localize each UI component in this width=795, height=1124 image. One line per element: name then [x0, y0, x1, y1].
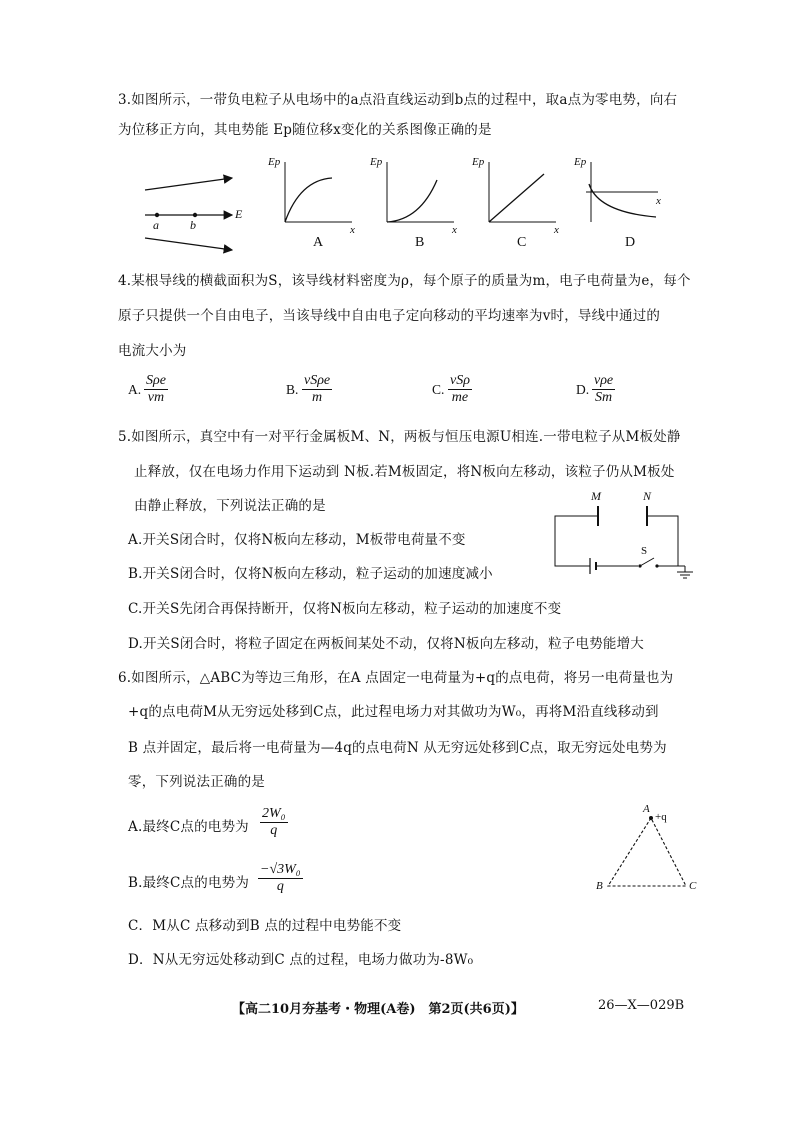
q4-option-a-den: vm — [147, 390, 165, 405]
triangle-label-C: C — [689, 880, 697, 892]
graph-b-curve — [387, 180, 437, 222]
q6-option-c: C．M从C 点移动到B 点的过程中电势能不变 — [128, 918, 402, 934]
graph-b-ylabel: Ep — [370, 156, 383, 168]
q5-option-d: D.开关S闭合时，将粒子固定在两板间某处不动，仅将N板向左移动，粒子电势能增大 — [128, 636, 644, 652]
graph-d-ylabel: Ep — [574, 156, 587, 168]
point-a — [155, 213, 159, 217]
graph-c-xlabel: x — [554, 224, 559, 236]
graph-c — [484, 162, 564, 234]
q4-option-a-fraction — [144, 373, 168, 406]
q4-line-1: 4.某根导线的横截面积为S，该导线材料密度为ρ，每个原子的质量为m，电子电荷量为e，每个 — [118, 273, 691, 289]
q4-option-c-num: vSρ — [450, 373, 470, 388]
graph-c-option: C — [517, 235, 527, 250]
q4-line-3: 电流大小为 — [118, 343, 187, 359]
q4-option-b-num: vSρe — [304, 373, 331, 388]
switch-S — [640, 558, 654, 566]
triangle-label-charge: +q — [655, 811, 667, 823]
q6-line-1: 6.如图所示，△ABC为等边三角形，在A 点固定一电荷量为+q的点电荷，将另一电荷量也为 — [118, 670, 674, 686]
circuit-label-M: M — [591, 489, 601, 503]
q5-option-a: A.开关S闭合时，仅将N板向左移动，M板带电荷量不变 — [128, 532, 466, 548]
label-E: E — [235, 207, 243, 221]
label-b: b — [190, 218, 196, 232]
q4-line-2: 原子只提供一个自由电子，当该导线中自由电子定向移动的平均速率为v时，导线中通过的 — [118, 308, 661, 324]
graph-d-xlabel: x — [656, 195, 661, 207]
graph-d — [586, 162, 666, 234]
q3-line-2: 为位移正方向，其电势能 Ep随位移x变化的关系图像正确的是 — [118, 122, 492, 138]
charge-A — [649, 816, 653, 820]
graph-c-ylabel: Ep — [472, 156, 485, 168]
field-diagram — [140, 170, 250, 250]
graph-a-xlabel: x — [350, 224, 355, 236]
q6-option-b-fraction — [258, 862, 303, 895]
q6-option-a-prefix: A.最终C点的电势为 — [128, 819, 249, 835]
q4-option-b-fraction — [302, 373, 332, 406]
q4-option-b-label: B. — [286, 382, 299, 397]
triangle-label-B: B — [596, 880, 603, 892]
graph-b-option: B — [415, 235, 425, 250]
q5-line-1: 5.如图所示，真空中有一对平行金属板M、N，两板与恒压电源U相连.一带电粒子从M板处静 — [118, 429, 681, 445]
triangle-label-A: A — [643, 803, 650, 815]
circuit-label-N: N — [643, 489, 652, 503]
triangle-diagram — [598, 810, 698, 890]
q5-line-3: 由静止释放，下列说法正确的是 — [134, 498, 326, 514]
point-b — [193, 213, 197, 217]
graph-d-curve — [589, 184, 656, 217]
q6-option-b-num: −√3W₀ — [260, 862, 301, 877]
q6-option-a-den: q — [270, 823, 278, 838]
graph-a-option: A — [313, 235, 324, 250]
field-line-top — [145, 178, 232, 190]
circuit-diagram — [550, 500, 700, 585]
q6-option-a-num: 2W₀ — [262, 806, 286, 821]
q4-option-a-num: Sρe — [146, 373, 166, 388]
graph-a — [280, 162, 360, 234]
q4-option-c-fraction — [448, 373, 472, 406]
q5-option-b: B.开关S闭合时，仅将N板向左移动，粒子运动的加速度减小 — [128, 566, 493, 582]
q4-option-b-den: m — [312, 390, 323, 405]
q3-line-1: 3.如图所示，一带负电粒子从电场中的a点沿直线运动到b点的过程中，取a点为零电势，向右 — [118, 92, 678, 108]
graph-b — [382, 162, 462, 234]
field-line-bottom — [145, 238, 232, 250]
graph-c-line — [489, 174, 544, 222]
q6-line-3: B 点并固定，最后将一电荷量为—4q的点电荷N 从无穷远处移到C点，取无穷远处电势为 — [128, 740, 667, 756]
q6-option-a-fraction — [260, 806, 288, 839]
q6-option-b-prefix: B.最终C点的电势为 — [128, 875, 250, 891]
graph-b-xlabel: x — [452, 224, 457, 236]
q4-option-d-fraction — [592, 373, 615, 406]
q6-option-b-den: q — [276, 879, 284, 894]
q4-option-d-den: Sm — [595, 390, 613, 405]
q5-line-2: 止释放，仅在电场力作用下运动到 N板.若M板固定，将N板向左移动，该粒子仍从M板处 — [134, 464, 675, 480]
q6-option-d: D．N从无穷远处移动到C 点的过程，电场力做功为-8W₀ — [128, 952, 474, 968]
footer-title: 【高二10月夯基考・物理(A卷) 第2页(共6页)】 — [232, 1002, 524, 1017]
q4-option-d-label: D. — [576, 382, 590, 397]
q4-option-c-den: me — [451, 390, 469, 405]
graph-a-ylabel: Ep — [268, 156, 281, 168]
circuit-label-S: S — [641, 545, 648, 557]
q4-option-c-label: C. — [432, 382, 445, 397]
graph-a-curve — [285, 178, 332, 222]
q4-option-d-num: vρe — [594, 373, 614, 388]
q4-option-a-label: A. — [128, 382, 142, 397]
label-a: a — [153, 218, 159, 232]
q6-line-2: +q的点电荷M从无穷远处移到C点，此过程电场力对其做功为W₀，再将M沿直线移动到 — [128, 704, 659, 720]
footer-code: 26—X—029B — [598, 998, 685, 1013]
graph-d-option: D — [625, 235, 636, 250]
triangle-abc — [608, 818, 686, 886]
q6-line-4: 零，下列说法正确的是 — [128, 774, 265, 790]
q5-option-c: C.开关S先闭合再保持断开，仅将N板向左移动，粒子运动的加速度不变 — [128, 601, 562, 617]
